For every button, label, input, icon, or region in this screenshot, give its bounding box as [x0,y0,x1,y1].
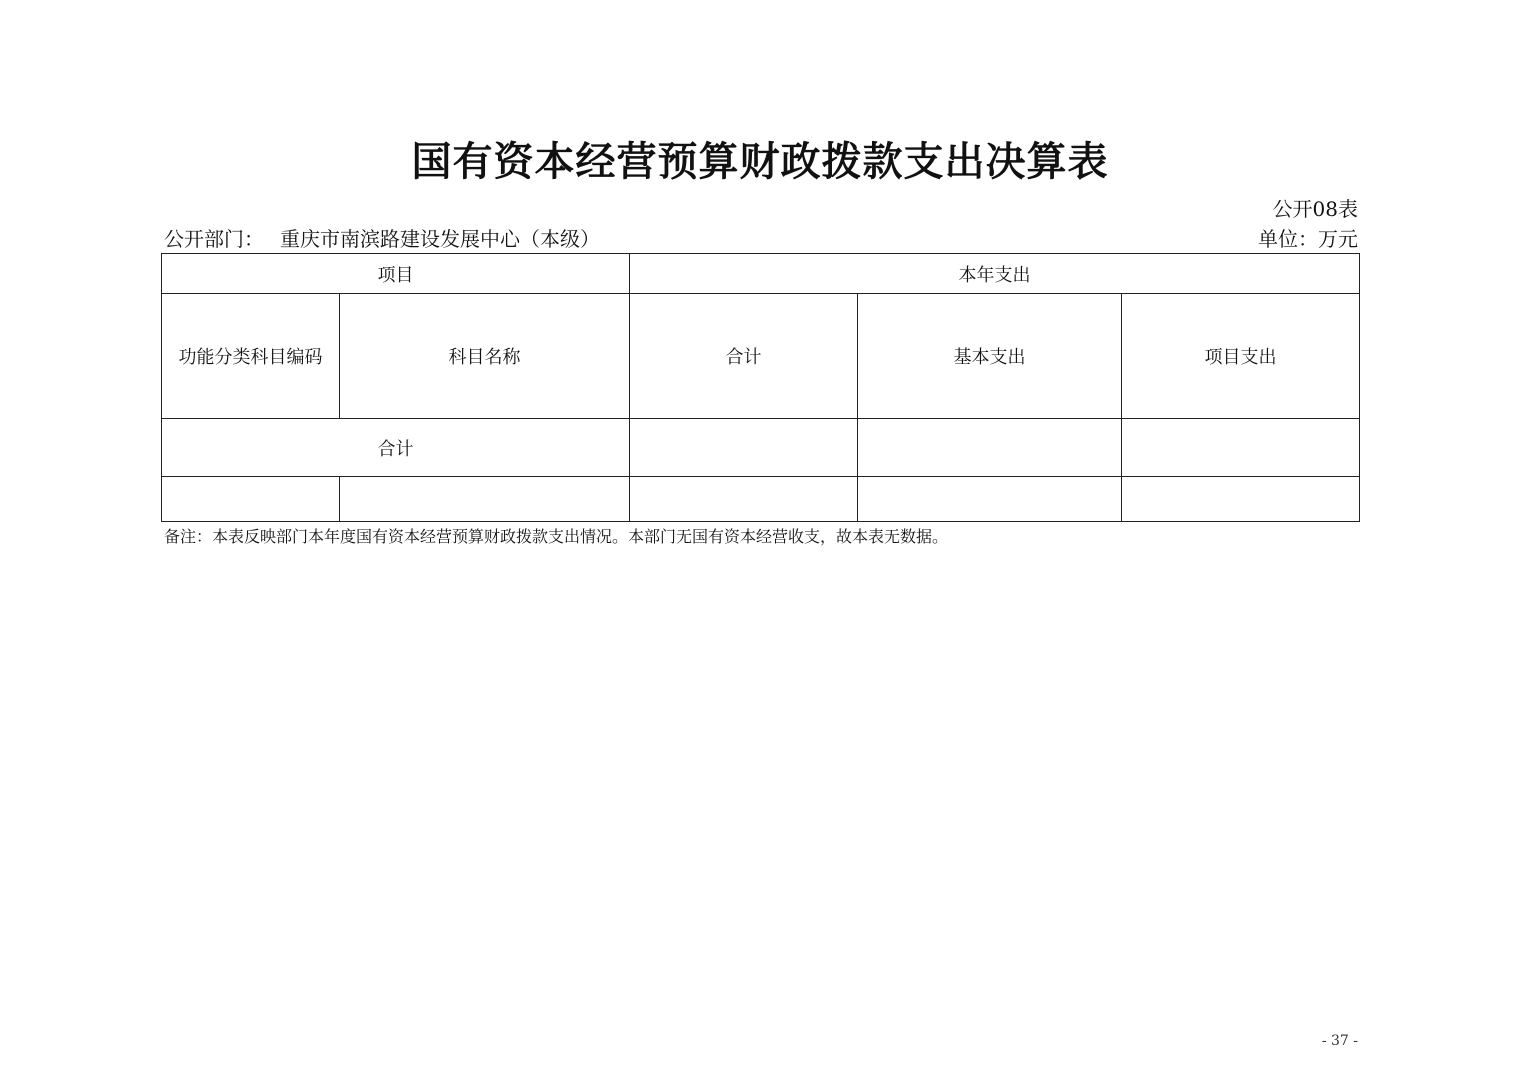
header-group-row [162,254,1360,294]
total-row [162,419,1360,477]
column-header-project: 项目支出 [1122,294,1360,419]
header-columns-row [162,294,1360,419]
row-code [162,477,340,522]
column-header-total: 合计 [630,294,858,419]
unit-label: 单位：万元 [1258,227,1358,251]
department-label: 公开部门： [164,227,264,251]
column-header-name: 科目名称 [340,294,630,419]
row-project [1122,477,1360,522]
total-row-project [1122,419,1360,477]
table-note: 备注：本表反映部门本年度国有资本经营预算财政拨款支出情况。本部门无国有资本经营收支，故本表无数据。 [164,527,949,546]
table-row [162,477,1360,522]
expenditure-table [161,253,1360,522]
page-title: 国有资本经营预算财政拨款支出决算表 [411,138,1109,185]
total-row-basic [858,419,1122,477]
column-header-code: 功能分类科目编码 [162,294,340,419]
total-row-label: 合计 [162,419,630,477]
page-number: - 37 - [1321,1033,1358,1049]
total-row-total [630,419,858,477]
header-project: 项目 [162,254,630,294]
header-current-year: 本年支出 [630,254,1360,294]
form-number: 公开08表 [1272,197,1358,221]
row-total [630,477,858,522]
department-name: 重庆市南滨路建设发展中心（本级） [280,227,600,251]
row-basic [858,477,1122,522]
column-header-basic: 基本支出 [858,294,1122,419]
department-line [164,226,600,252]
row-name [340,477,630,522]
